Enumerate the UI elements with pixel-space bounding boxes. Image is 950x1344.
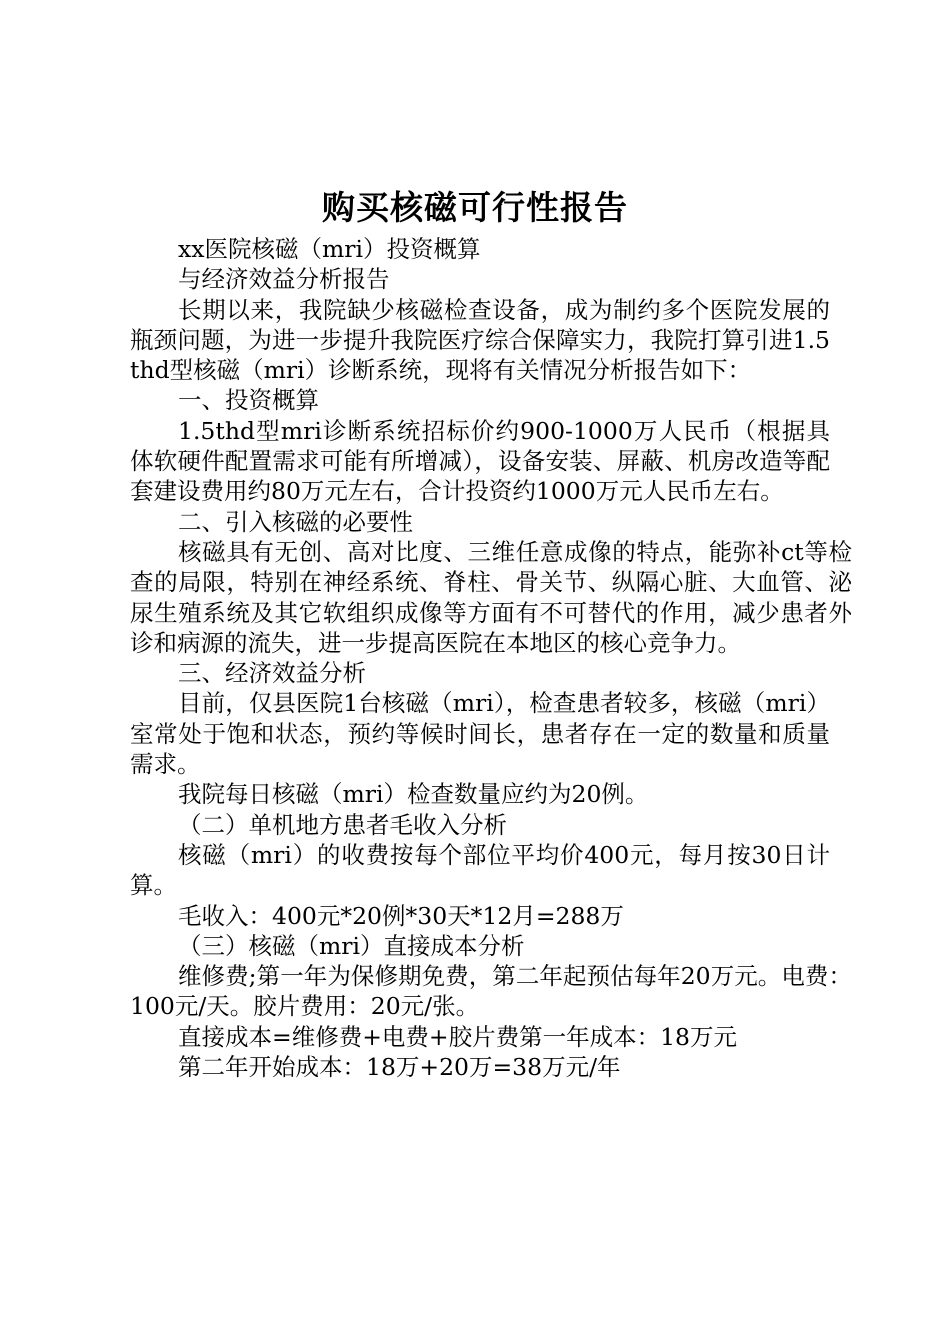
paragraph-intro: 长期以来，我院缺少核磁检查设备，成为制约多个医院发展的瓶颈问题，为进一步提升我院医疗综合保障实力，我院打算引进1.5thd型核磁（mri）诊断系统，现将有关情况分析报告如下： <box>130 295 830 385</box>
paragraph-daily-exams: 我院每日核磁（mri）检查数量应约为20例。 <box>178 780 649 809</box>
paragraph-fee-basis: 核磁（mri）的收费按每个部位平均价400元，每月按30日计算。 <box>130 840 830 900</box>
paragraph-subtitle-1: xx医院核磁（mri）投资概算 <box>178 235 481 263</box>
paragraph-second-year-cost: 第二年开始成本：18万+20万=38万元/年 <box>178 1053 621 1082</box>
heading-investment-estimate: 一、投资概算 <box>178 386 319 415</box>
paragraph-gross-income: 毛收入：400元*20例*30天*12月=288万 <box>178 901 624 930</box>
paragraph-necessity: 核磁具有无创、高对比度、三维任意成像的特点，能弥补ct等检查的局限，特别在神经系统、脊柱、骨关节、纵隔心脏、大血管、泌尿生殖系统及其它软组织成像等方面有不可替代的作用，减少患者外诊和病源的流失，进一步提高医院在本地区的核心竞争力。 <box>130 537 852 657</box>
document-title: 购买核磁可行性报告 <box>322 188 628 227</box>
heading-gross-income: （二）单机地方患者毛收入分析 <box>178 810 507 839</box>
document-body <box>130 234 852 1082</box>
heading-direct-cost: （三）核磁（mri）直接成本分析 <box>178 931 525 960</box>
paragraph-current-situation: 目前，仅县医院1台核磁（mri），检查患者较多，核磁（mri）室常处于饱和状态，预约等候时间长，患者存在一定的数量和质量需求。 <box>130 689 830 779</box>
heading-necessity: 二、引入核磁的必要性 <box>178 507 413 536</box>
heading-economic-analysis: 三、经济效益分析 <box>178 659 366 688</box>
paragraph-cost-items: 维修费;第一年为保修期免费，第二年起预估每年20万元。电费：100元/天。胶片费用：20元/张。 <box>130 962 852 1021</box>
paragraph-subtitle-2: 与经济效益分析报告 <box>178 265 390 294</box>
paragraph-first-year-cost: 直接成本=维修费+电费+胶片费第一年成本：18万元 <box>178 1022 737 1051</box>
paragraph-investment-estimate: 1.5thd型mri诊断系统招标价约900-1000万人民币（根据具体软硬件配置需求可能有所增减），设备安装、屏蔽、机房改造等配套建设费用约80万元左右，合计投资约1000万元人民币左右。 <box>130 416 830 506</box>
